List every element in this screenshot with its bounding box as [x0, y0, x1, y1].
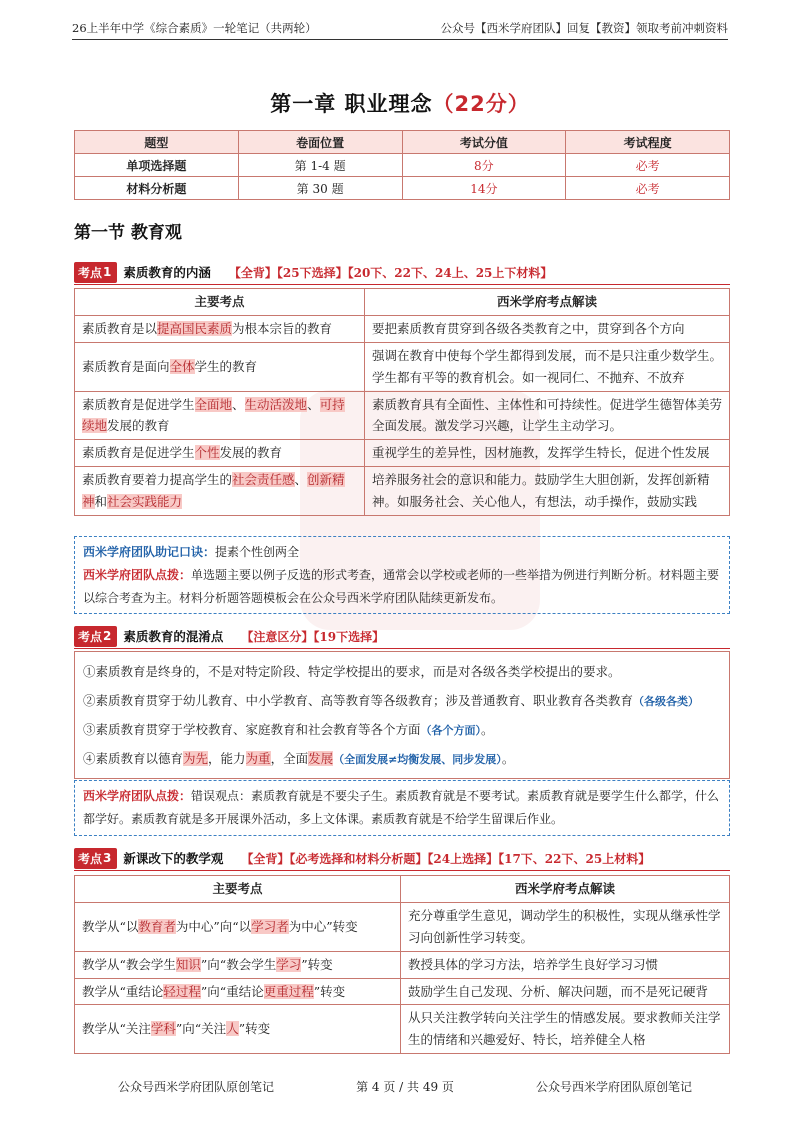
table-header-row: [75, 289, 730, 316]
footer-right: 公众号西米学府团队原创笔记: [535, 1080, 692, 1094]
kp2-divider: [74, 648, 730, 649]
kp2-tip-box: [74, 780, 730, 836]
table-cell: 素质教育要着力提高学生的社会责任感、创新精神和社会实践能力: [75, 467, 365, 516]
table-cell: 培养服务社会的意识和能力。鼓励学生大胆创新，发挥创新精神。如服务社会、关心他人，有想法，动手操作，鼓励实践: [365, 467, 730, 516]
table-cell: 14分: [402, 177, 566, 200]
page-footer: [0, 1078, 800, 1095]
kp1-tip-box: [74, 536, 730, 614]
kp2-badge: 考点 2: [74, 626, 117, 647]
col-header: 卷面位置: [238, 131, 402, 154]
section-title: 第一节 教育观: [74, 223, 182, 243]
kp1-badge: 考点 1: [74, 262, 117, 283]
table-cell: 充分尊重学生意见，调动学生的积极性，实现从继承性学习向创新性学习转变。: [401, 902, 730, 951]
kp1-divider: [74, 284, 730, 285]
table-cell: 素质教育是面向全体学生的教育: [75, 342, 365, 391]
kp2-list: [74, 651, 730, 779]
kp2-tags: 【注意区分】【19下选择】: [241, 629, 385, 644]
table-cell: 教授具体的学习方法，培养学生良好学习习惯: [401, 951, 730, 978]
tip-label: 西米学府团队点拨：: [83, 567, 192, 582]
header-right: 公众号【西米学府团队】回复【教资】领取考前冲刺资料: [440, 21, 728, 35]
table-cell: 单项选择题: [75, 154, 239, 177]
table-cell: 素质教育是促进学生全面地、生动活泼地、可持续地发展的教育: [75, 391, 365, 440]
table-cell: 第 30 题: [238, 177, 402, 200]
table-row: [75, 440, 730, 467]
kp3-badge: 考点 3: [74, 848, 117, 869]
col-header: 考试分值: [402, 131, 566, 154]
table-header-row: [75, 131, 730, 154]
kp2-title: 素质教育的混淆点: [123, 629, 224, 644]
col-header: 主要考点: [75, 876, 401, 903]
kp3-divider: [74, 870, 730, 871]
mnemonic-label: 西米学府团队助记口诀：: [83, 545, 216, 559]
kp1-heading: [74, 262, 552, 282]
table-row: [75, 1005, 730, 1054]
kp1-title: 素质教育的内涵: [123, 265, 211, 280]
table-row: [75, 467, 730, 516]
col-header: 题型: [75, 131, 239, 154]
table-row: [75, 154, 730, 177]
page-header: [72, 18, 728, 40]
chapter-score: （22分）: [432, 92, 530, 116]
table-cell: 教学从“以教育者为中心”向“以学习者为中心”转变: [75, 902, 401, 951]
table-cell: 鼓励学生自己发现、分析、解决问题，而不是死记硬背: [401, 978, 730, 1005]
table-cell: 强调在教育中使每个学生都得到发展，而不是只注重少数学生。学生都有平等的教育机会。如一视同仁、不抛弃、不放弃: [365, 342, 730, 391]
header-left: 26上半年中学《综合素质》一轮笔记（共两轮）: [72, 21, 317, 35]
col-header: 考试程度: [566, 131, 730, 154]
table-cell: 第 1-4 题: [238, 154, 402, 177]
table-row: [75, 391, 730, 440]
chapter-title: 第一章 职业理念（22分）: [270, 92, 530, 116]
table-cell: 教学从“教会学生知识”向“教会学生学习”转变: [75, 951, 401, 978]
table-cell: 从只关注教学转向关注学生的情感发展。要求教师关注学生的情绪和兴趣爱好、特长，培养健全人格: [401, 1005, 730, 1054]
table-cell: 教学从“重结论轻过程”向“重结论更重过程”转变: [75, 978, 401, 1005]
table-cell: 必考: [566, 177, 730, 200]
col-header: 主要考点: [75, 289, 365, 316]
footer-left: 公众号西米学府团队原创笔记: [118, 1080, 275, 1094]
table-cell: 素质教育是促进学生个性发展的教育: [75, 440, 365, 467]
kp3-tags: 【全背】【必考选择和材料分析题】【24上选择】【17下、22下、25上材料】: [241, 851, 651, 866]
list-item: ②素质教育贯穿于幼儿教育、中小学教育、高等教育等各级教育；涉及普通教育、职业教育各类教育（各级各类）: [83, 693, 700, 708]
table-cell: 重视学生的差异性，因材施教，发挥学生特长，促进个性发展: [365, 440, 730, 467]
table-header-row: [75, 876, 730, 903]
table-row: [75, 902, 730, 951]
table-cell: 素质教育是以提高国民素质为根本宗旨的教育: [75, 315, 365, 342]
table-cell: 8分: [402, 154, 566, 177]
kp1-tags: 【全背】【25下选择】【20下、22下、24上、25上下材料】: [228, 265, 553, 280]
kp2-heading: [74, 626, 384, 646]
table-cell: 素质教育具有全面性、主体性和可持续性。促进学生德智体美劳全面发展。激发学习兴趣，让学生主动学习。: [365, 391, 730, 440]
kp1-table: [74, 288, 730, 516]
col-header: 西米学府考点解读: [365, 289, 730, 316]
mnemonic-text: 提素个性创两全: [215, 545, 300, 559]
page-number: 第 4 页 / 共 49 页: [356, 1080, 454, 1094]
list-item: ③素质教育贯穿于学校教育、家庭教育和社会教育等各个方面（各个方面）。: [83, 722, 494, 737]
table-row: [75, 177, 730, 200]
table-row: [75, 978, 730, 1005]
list-item: ④素质教育以德育为先，能力为重，全面发展（全面发展≠均衡发展、同步发展）。: [83, 751, 515, 766]
table-cell: 材料分析题: [75, 177, 239, 200]
tip-text: 错误观点：素质教育就是不要尖子生。素质教育就是不要考试。素质教育就是要学生什么都学，什么都学好。素质教育就是多开展课外活动，多上文体课。素质教育就是不给学生留课后作业。: [83, 789, 720, 826]
tip-text: 单选题主要以例子反选的形式考查，通常会以学校或老师的一些举措为例进行判断分析。材料题主要以综合考查为主。材料分析题答题模板会在公众号西米学府团队陆续更新发布。: [83, 567, 720, 605]
table-row: [75, 315, 730, 342]
kp3-table: [74, 875, 730, 1054]
table-cell: 要把素质教育贯穿到各级各类教育之中，贯穿到各个方向: [365, 315, 730, 342]
kp3-title: 新课改下的教学观: [123, 851, 224, 866]
table-row: [75, 951, 730, 978]
col-header: 西米学府考点解读: [401, 876, 730, 903]
kp3-heading: [74, 848, 650, 868]
table-row: [75, 342, 730, 391]
table-cell: 必考: [566, 154, 730, 177]
exam-info-table: [74, 130, 730, 200]
tip-label: 西米学府团队点拨：: [83, 789, 192, 803]
table-cell: 教学从“关注学科”向“关注人”转变: [75, 1005, 401, 1054]
list-item: ①素质教育是终身的，不是对特定阶段、特定学校提出的要求，而是对各级各类学校提出的要求。: [83, 664, 621, 679]
